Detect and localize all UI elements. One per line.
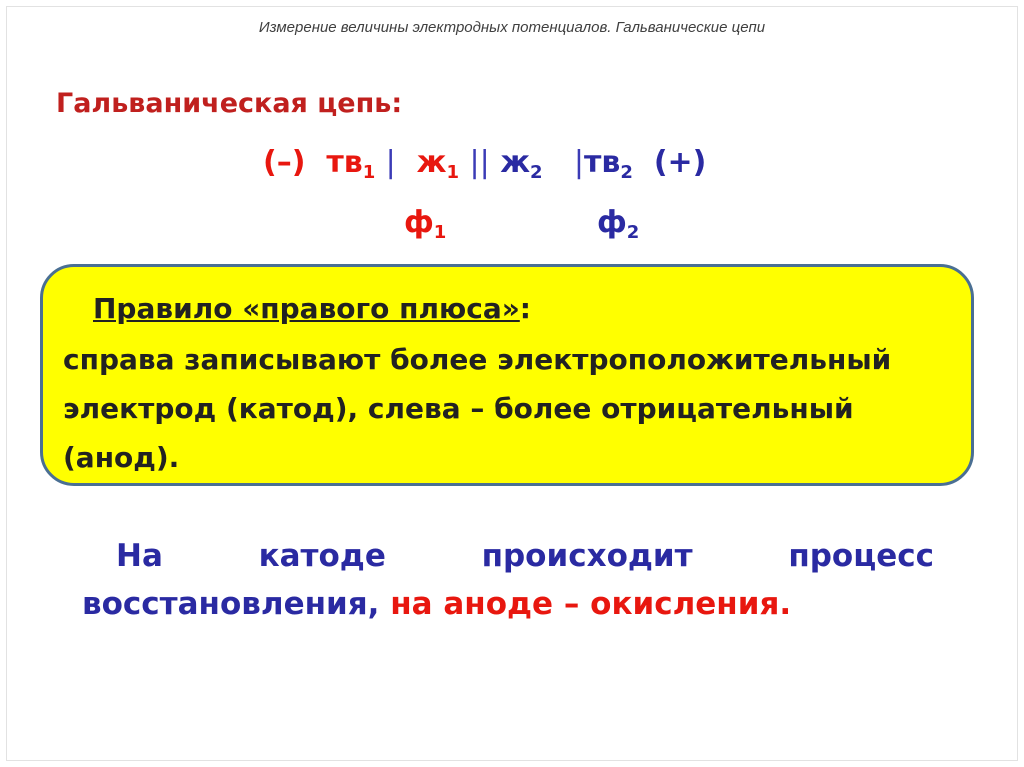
conclusion-line-1: На катоде происходит процесс [116, 538, 934, 574]
liquid-2: $ж_2$ [500, 145, 543, 183]
phase-boundary-2: | [573, 145, 585, 180]
solid-electrode-1: $тв_1$ [326, 145, 376, 183]
positive-pole: (+) [653, 145, 707, 180]
rule-title: Правило «правого плюса»: [93, 292, 531, 325]
rule-callout [40, 264, 974, 486]
conclusion-text [82, 532, 934, 628]
negative-pole: (–) [263, 145, 306, 180]
slide-header: Измерение величины электродных потенциалов. Гальванические цепи [258, 19, 766, 36]
rule-line-1: справа записывают более электроположительный [63, 343, 892, 376]
liquid-1: $ж_1$ [416, 145, 460, 183]
rule-line-2: электрод (катод), слева – более отрицательный [63, 392, 854, 425]
conclusion-line-2: восстановления, на аноде – окисления. [82, 586, 792, 622]
phase-boundary-1: | [385, 145, 396, 180]
potential-2: $ф_2$ [597, 205, 640, 243]
rule-text [63, 335, 963, 482]
potential-1: $ф_1$ [404, 205, 447, 243]
rule-line-3: (анод). [63, 441, 180, 474]
galvanic-scheme [263, 145, 706, 189]
section-title: Гальваническая цепь: [56, 88, 403, 119]
salt-bridge: || [469, 145, 490, 180]
solid-electrode-2: $тв_2$ [584, 145, 633, 183]
